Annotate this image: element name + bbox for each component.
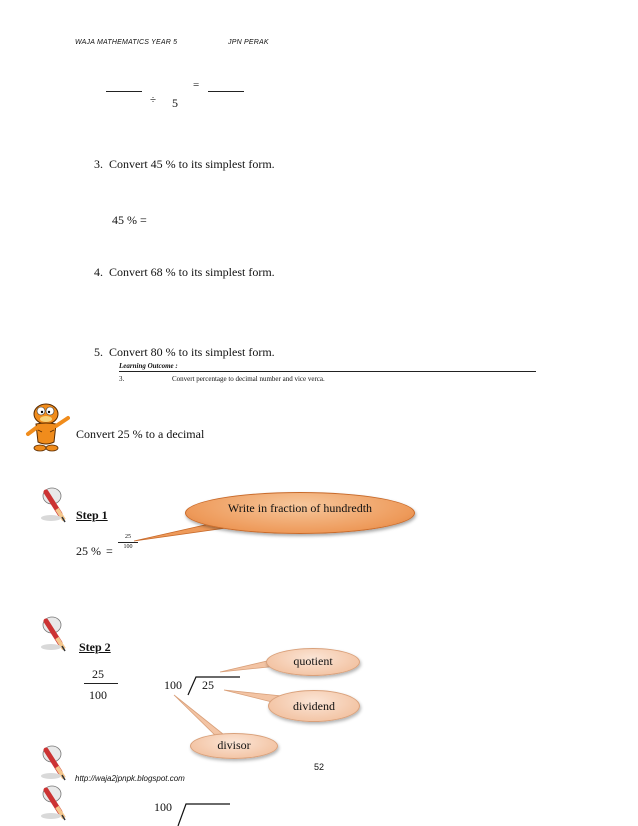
divide-sign: ÷	[150, 94, 157, 106]
step2-label: Step 2	[79, 640, 111, 654]
divisor-bubble	[190, 733, 278, 759]
step2-fraction-bar	[84, 683, 118, 684]
step1-numerator: 25	[125, 534, 131, 540]
footer-url[interactable]: http://waja2jpnpk.blogspot.com	[75, 774, 185, 783]
dividend-bubble	[268, 690, 360, 722]
quotient-bubble	[266, 648, 360, 676]
q3-answer-prompt: 45 % =	[112, 213, 147, 227]
quotient-bubble-text: quotient	[293, 654, 333, 668]
equals-sign: =	[193, 79, 200, 91]
question-number: 5.	[94, 345, 103, 359]
question-number: 4.	[94, 265, 103, 279]
step2-numerator: 25	[92, 667, 104, 681]
long-division-bracket-next	[178, 804, 230, 826]
divisor-value: 5	[172, 96, 178, 110]
question-text: Convert 45 % to its simplest form.	[109, 157, 275, 171]
next-divisor: 100	[154, 800, 172, 814]
header-left: WAJA MATHEMATICS YEAR 5	[75, 39, 178, 46]
step1-callout-text: Write in fraction of hundredth	[227, 501, 373, 515]
page-number: 52	[314, 762, 325, 772]
question-number: 3.	[94, 157, 103, 171]
question-text: Convert 68 % to its simplest form.	[109, 265, 275, 279]
dividend-bubble-text: dividend	[293, 699, 335, 713]
learning-outcome-title: Learning Outcome :	[119, 362, 178, 370]
step1-lhs: 25 %	[76, 544, 101, 558]
header-right: JPN PERAK	[228, 39, 269, 46]
step1-callout-bubble	[185, 492, 415, 534]
learning-outcome-text: Convert percentage to decimal number and vice verca.	[172, 375, 325, 383]
step2-denominator: 100	[89, 688, 107, 702]
step1-label: Step 1	[76, 508, 108, 522]
long-division-dividend: 25	[202, 678, 214, 692]
step1-denominator: 100	[123, 544, 133, 550]
question-text: Convert 80 % to its simplest form.	[109, 345, 275, 359]
step1-equals: =	[106, 544, 113, 558]
pencil-icon	[38, 613, 74, 653]
pencil-icon	[38, 742, 74, 782]
long-division-divisor: 100	[164, 678, 182, 692]
learning-outcome-number: 3.	[119, 375, 125, 383]
divisor-bubble-text: divisor	[217, 738, 251, 752]
step1-fraction-bar	[118, 542, 138, 543]
pencil-icon	[38, 782, 74, 822]
example-title: Convert 25 % to a decimal	[76, 427, 205, 441]
